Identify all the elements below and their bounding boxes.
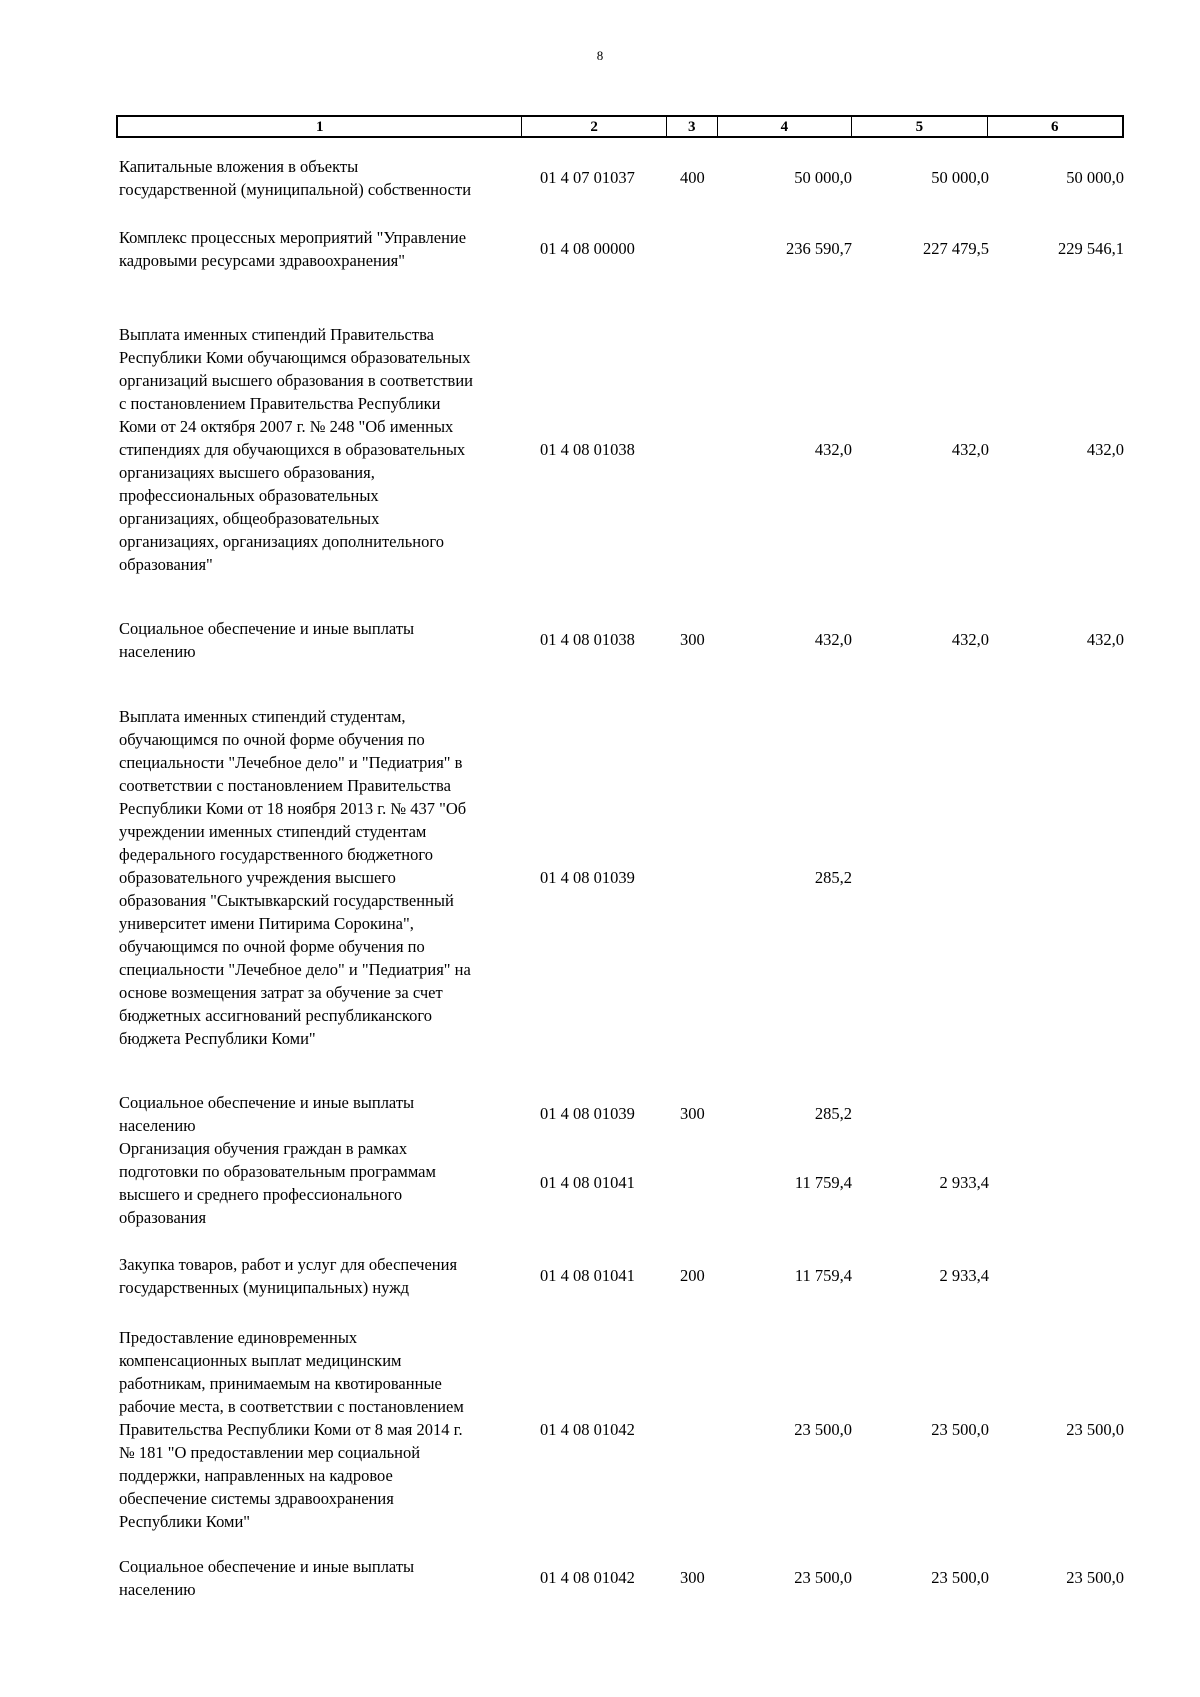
row-value-col4: 50 000,0	[794, 168, 852, 187]
table-row	[0, 1091, 1200, 1137]
row-value-col4: 285,2	[814, 867, 852, 887]
row-description: Комплекс процессных мероприятий "Управление кадровыми ресурсами здравоохранения"	[119, 228, 467, 270]
table-row	[0, 1137, 1200, 1229]
row-value-col6: 432,0	[1086, 439, 1124, 459]
row-description: Организация обучения граждан в рамках подготовки по образовательным программам высшего и среднего профессионального образования	[119, 1139, 436, 1227]
row-value-col5: 23 500,0	[931, 1419, 989, 1439]
table-row	[0, 226, 1200, 272]
row-value-col5: 2 933,4	[939, 1173, 989, 1192]
row-expense-type: 200	[680, 1266, 705, 1285]
row-value-col4: 23 500,0	[794, 1568, 852, 1587]
row-description: Капитальные вложения в объекты государственной (муниципальной) собственности	[119, 157, 472, 199]
row-value-col6: 23 500,0	[1066, 1568, 1124, 1587]
row-value-col5: 227 479,5	[923, 239, 989, 258]
header-col-1: 1	[315, 119, 324, 135]
row-description: Выплата именных стипендий Правительства Республики Коми обучающимся образовательных организаций высшего образования в соответствии с постановлением Правительства Республики Коми от 24 октября 2007 г. № 248 "Об именных стипендиях для обучающихся в образовательных организациях высшего образования, профессиональных образовательных организациях, общеобразовательных организациях, организациях дополнительного образования"	[119, 325, 473, 574]
row-code: 01 4 08 01038	[540, 439, 635, 459]
row-code: 01 4 08 01041	[540, 1173, 635, 1192]
row-code: 01 4 08 01042	[540, 1568, 635, 1587]
table-header	[116, 115, 1124, 138]
row-value-col6: 229 546,1	[1058, 239, 1124, 258]
row-expense-type: 300	[680, 1104, 705, 1123]
row-value-col5: 2 933,4	[939, 1266, 989, 1285]
table-row	[0, 1555, 1200, 1601]
row-value-col4: 11 759,4	[794, 1266, 852, 1285]
header-col-3: 3	[666, 117, 717, 136]
table-row	[0, 323, 1200, 576]
header-col-2: 2	[521, 117, 665, 136]
page-number: 8	[596, 48, 604, 63]
row-value-col6: 23 500,0	[1066, 1419, 1124, 1439]
table-row	[0, 617, 1200, 663]
header-col-5: 5	[851, 117, 986, 136]
row-value-col5: 23 500,0	[931, 1568, 989, 1587]
row-value-col4: 236 590,7	[786, 239, 852, 258]
table-row	[0, 705, 1200, 1050]
row-description: Социальное обеспечение и иные выплаты населению	[119, 1557, 415, 1599]
row-value-col5: 432,0	[951, 439, 989, 459]
header-col-6: 6	[987, 117, 1122, 136]
row-description: Выплата именных стипендий студентам, обучающимся по очной форме обучения по специальности "Лечебное дело" и "Педиатрия" в соответствии с постановлением Правительства Республики Коми от 18 ноября 2013 г. № 437 "Об учреждении именных стипендий студентам федерального государственного бюджетного образовательного учреждения высшего образования "Сыктывкарский государственный университет имени Питирима Сорокина", обучающимся по очной форме обучения по специальности "Лечебное дело" и "Педиатрия" на основе возмещения затрат за обучение за счет бюджетных ассигнований республиканского бюджета Республики Коми"	[119, 707, 471, 1048]
row-code: 01 4 08 01041	[540, 1266, 635, 1285]
row-value-col4: 23 500,0	[794, 1419, 852, 1439]
row-expense-type: 300	[680, 630, 705, 649]
row-code: 01 4 08 01039	[540, 867, 635, 887]
row-value-col4: 432,0	[814, 630, 852, 649]
row-value-col4: 285,2	[814, 1104, 852, 1123]
row-value-col5: 50 000,0	[931, 168, 989, 187]
table-row	[0, 1253, 1200, 1299]
row-description: Предоставление единовременных компенсационных выплат медицинским работникам, принимаемым на квотированные рабочие места, в соответствии с постановлением Правительства Республики Коми от 8 мая 2014 г. № 181 "О предоставлении мер социальной поддержки, направленных на кадровое обеспечение системы здравоохранения Республики Коми"	[119, 1328, 464, 1531]
row-value-col6: 50 000,0	[1066, 168, 1124, 187]
row-value-col6: 432,0	[1086, 630, 1124, 649]
row-code: 01 4 07 01037	[540, 168, 635, 187]
row-code: 01 4 08 01039	[540, 1104, 635, 1123]
row-code: 01 4 08 01038	[540, 630, 635, 649]
row-value-col4: 11 759,4	[794, 1173, 852, 1192]
row-value-col4: 432,0	[814, 439, 852, 459]
row-code: 01 4 08 00000	[540, 239, 635, 258]
row-value-col5: 432,0	[951, 630, 989, 649]
row-expense-type: 300	[680, 1568, 705, 1587]
row-expense-type: 400	[680, 168, 705, 187]
row-description: Закупка товаров, работ и услуг для обеспечения государственных (муниципальных) нужд	[119, 1255, 458, 1297]
row-description: Социальное обеспечение и иные выплаты населению	[119, 1093, 415, 1135]
table-row	[0, 1326, 1200, 1533]
table-row	[0, 155, 1200, 201]
row-description: Социальное обеспечение и иные выплаты населению	[119, 619, 415, 661]
header-col-4: 4	[717, 117, 851, 136]
row-code: 01 4 08 01042	[540, 1419, 635, 1439]
